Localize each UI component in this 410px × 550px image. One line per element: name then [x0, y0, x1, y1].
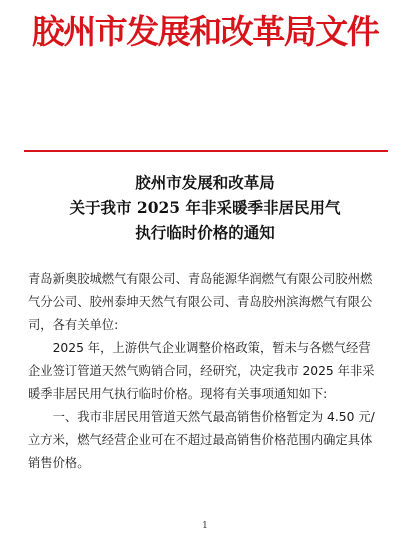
page-number: 1: [202, 521, 208, 531]
recipients-paragraph: 青岛新奥胶城燃气有限公司、青岛能源华润燃气有限公司胶州燃气分公司、胶州泰坤天然气有限公司、青岛胶州滨海燃气有限公司，各有关单位:: [28, 272, 373, 332]
red-header-rule: [24, 150, 388, 152]
document-body: [28, 268, 382, 475]
document-title: [0, 170, 410, 245]
title-line-3: 执行临时价格的通知: [135, 223, 275, 242]
intro-paragraph: 2025 年，上游供气企业调整价格政策，暂未与各燃气经营企业签订管道天然气购销合同，经研究，决定我市 2025 年非采暖季非居民用气执行临时价格。现将有关事项通知如下:: [28, 341, 375, 401]
title-line-2: 关于我市 2025 年非采暖季非居民用气: [69, 198, 341, 217]
issuing-authority-header: 胶州市发展和改革局文件: [31, 12, 379, 51]
item-one-paragraph: 一、我市非居民用管道天然气最高销售价格暂定为 4.50 元/立方米，燃气经营企业可在不超过最高销售价格范围内确定具体销售价格。: [28, 410, 375, 470]
title-line-1: 胶州市发展和改革局: [135, 173, 275, 192]
